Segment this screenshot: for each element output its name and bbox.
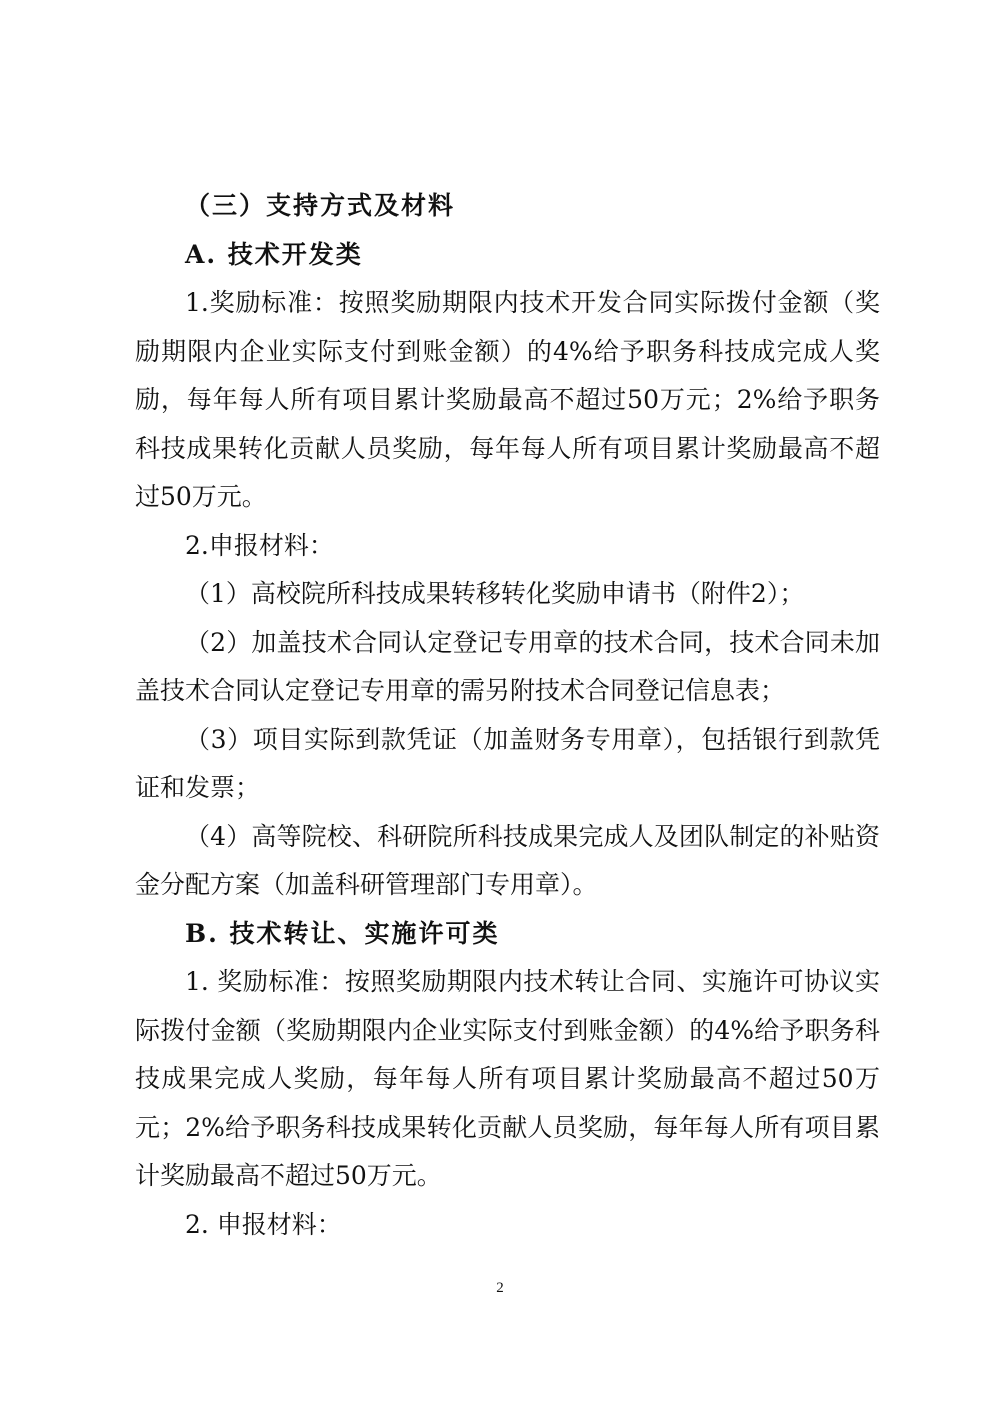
part-a-material-item-3: （3）项目实际到款凭证（加盖财务专用章），包括银行到款凭证和发票； [135,724,880,802]
part-a-material-item-2: （2）加盖技术合同认定登记专用章的技术合同，技术合同未加盖技术合同认定登记专用章的需另附技术合同登记信息表； [135,627,880,705]
part-b-reward-standard: 1. 奖励标准：按照奖励期限内技术转让合同、实施许可协议实际拨付金额（奖励期限内企业实际支付到账金额）的4%给予职务科技成果完成人奖励，每年每人所有项目累计奖励最高不超过50万元；2%给予职务科技成果转化贡献人员奖励，每年每人所有项目累计奖励最高不超过50万元。 [135,967,880,1190]
part-a-material-item-4: （4）高等院校、科研院所科技成果完成人及团队制定的补贴资金分配方案（加盖科研管理部门专用章）。 [135,821,880,899]
part-a-heading: A. 技术开发类 [185,239,363,269]
part-a-reward-standard: 1.奖励标准：按照奖励期限内技术开发合同实际拨付金额（奖励期限内企业实际支付到账金额）的4%给予职务科技成完成人奖励，每年每人所有项目累计奖励最高不超过50万元；2%给予职务科技成果转化贡献人员奖励，每年每人所有项目累计奖励最高不超过50万元。 [135,288,880,511]
section-heading: （三）支持方式及材料 [185,191,456,220]
part-b-materials-title: 2. 申报材料： [185,1209,342,1239]
page-number: 2 [496,1280,504,1296]
part-a-materials-title: 2.申报材料： [185,530,334,560]
part-a-material-item-1: （1）高校院所科技成果转移转化奖励申请书（附件2）； [185,579,805,608]
part-b-heading: B. 技术转让、实施许可类 [185,918,500,948]
document-body [135,182,880,1249]
